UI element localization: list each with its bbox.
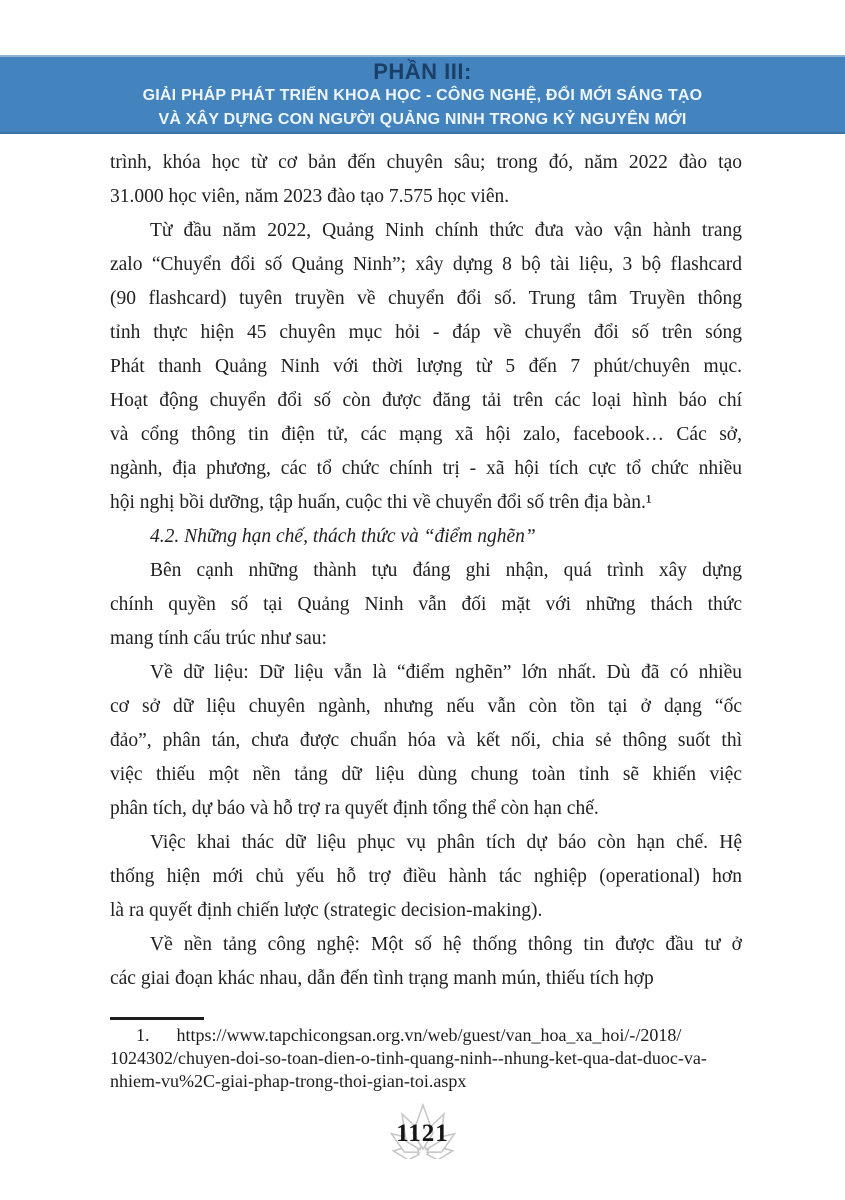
chapter-header-band [0, 55, 845, 134]
footnote-line: nhiem-vu%2C-giai-phap-trong-thoi-gian-toi.aspx [110, 1071, 467, 1091]
page-footer [0, 1103, 845, 1163]
text-line: 31.000 học viên, năm 2023 đào tạo 7.575 học viên. [110, 186, 510, 207]
body-text [110, 146, 742, 996]
paragraph [110, 656, 742, 826]
text-line: zalo “Chuyển đổi số Quảng Ninh”; xây dựng 8 bộ tài liệu, 3 bộ flashcard [110, 254, 742, 275]
part-title: PHẦN III: [373, 59, 472, 84]
text-line: các giai đoạn khác nhau, dẫn đến tình trạng manh mún, thiếu tích hợp [110, 968, 654, 989]
chapter-subtitle-line-2: VÀ XÂY DỰNG CON NGƯỜI QUẢNG NINH TRONG KỶ NGUYÊN MỚI [158, 111, 687, 128]
footnote-line: 1024302/chuyen-doi-so-toan-dien-o-tinh-quang-ninh--nhung-ket-qua-dat-duoc-va- [110, 1048, 707, 1068]
paragraph [110, 146, 742, 214]
text-line: ngành, địa phương, các tổ chức chính trị - xã hội tích cực tổ chức nhiều [110, 458, 742, 479]
text-line: Hoạt động chuyển đổi số còn được đăng tải trên các loại hình báo chí [110, 390, 742, 411]
text-line: (90 flashcard) tuyên truyền về chuyển đổi số. Trung tâm Truyền thông [110, 288, 742, 309]
text-line: việc thiếu một nền tảng dữ liệu dùng chung toàn tỉnh sẽ khiến việc [110, 764, 742, 785]
paragraph [110, 554, 742, 656]
section-heading [110, 520, 742, 554]
page-number: 1121 [396, 1120, 449, 1147]
text-line: Về nền tảng công nghệ: Một số hệ thống thông tin được đầu tư ở [150, 934, 742, 955]
text-line: Về dữ liệu: Dữ liệu vẫn là “điểm nghẽn” lớn nhất. Dù đã có nhiều [150, 662, 742, 683]
text-line: chính quyền số tại Quảng Ninh vẫn đối mặt với những thách thức [110, 594, 742, 615]
text-line: trình, khóa học từ cơ bản đến chuyên sâu; trong đó, năm 2022 đào tạo [110, 152, 742, 173]
text-line: Bên cạnh những thành tựu đáng ghi nhận, quá trình xây dựng [150, 560, 742, 581]
chapter-subtitle-line-1: GIẢI PHÁP PHÁT TRIỂN KHOA HỌC - CÔNG NGHỆ, ĐỔI MỚI SÁNG TẠO [142, 87, 703, 104]
footnote-line: 1. https://www.tapchicongsan.org.vn/web/guest/van_hoa_xa_hoi/-/2018/ [136, 1025, 682, 1045]
paragraph [110, 214, 742, 520]
text-line: 4.2. Những hạn chế, thách thức và “điểm nghẽn” [150, 526, 536, 547]
text-line: mang tính cấu trúc như sau: [110, 628, 327, 649]
paragraph [110, 928, 742, 996]
text-line: hội nghị bồi dưỡng, tập huấn, cuộc thi về chuyển đổi số trên địa bàn.¹ [110, 492, 652, 513]
text-line: thống hiện mới chủ yếu hỗ trợ điều hành tác nghiệp (operational) hơn [110, 866, 742, 887]
text-line: Phát thanh Quảng Ninh với thời lượng từ 5 đến 7 phút/chuyên mục. [110, 356, 742, 377]
footnote-text [110, 1024, 746, 1093]
paragraph [110, 826, 742, 928]
text-line: và cổng thông tin điện tử, các mạng xã hội zalo, facebook… Các sở, [110, 424, 742, 445]
text-line: là ra quyết định chiến lược (strategic decision-making). [110, 900, 543, 921]
text-line: Từ đầu năm 2022, Quảng Ninh chính thức đưa vào vận hành trang [150, 220, 742, 241]
text-line: cơ sở dữ liệu chuyên ngành, nhưng nếu vẫn còn tồn tại ở dạng “ốc [110, 696, 742, 717]
text-line: tỉnh thực hiện 45 chuyên mục hỏi - đáp về chuyển đổi số trên sóng [110, 322, 742, 343]
text-line: phân tích, dự báo và hỗ trợ ra quyết định tổng thể còn hạn chế. [110, 798, 599, 819]
footnote-separator-rule [110, 1017, 204, 1020]
text-line: Việc khai thác dữ liệu phục vụ phân tích dự báo còn hạn chế. Hệ [150, 832, 742, 853]
text-line: đảo”, phân tán, chưa được chuẩn hóa và kết nối, chia sẻ thông suốt thì [110, 730, 742, 751]
